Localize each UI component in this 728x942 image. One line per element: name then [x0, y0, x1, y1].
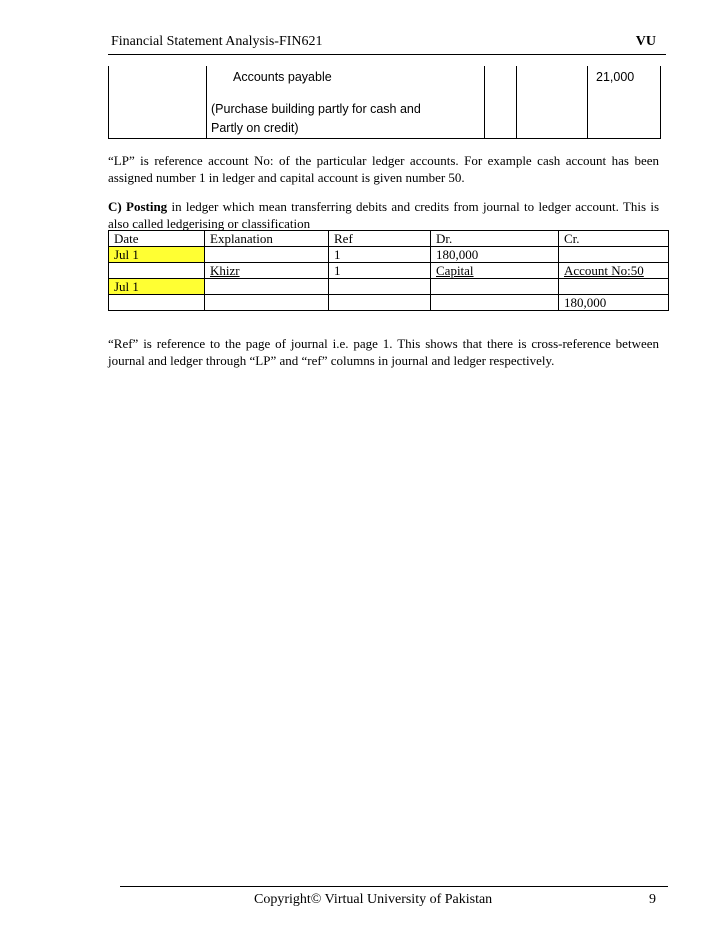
table-row	[109, 263, 669, 279]
ledger-cell: Capital	[431, 263, 559, 279]
ledger-table	[108, 230, 669, 311]
journal-amount: 21,000	[596, 70, 635, 84]
ledger-header: Ref	[329, 231, 431, 247]
table-row	[109, 295, 669, 311]
ledger-header-row	[109, 231, 669, 247]
journal-note: Partly on credit)	[211, 121, 299, 135]
page-number: 9	[649, 892, 656, 907]
ledger-cell	[431, 279, 559, 295]
ledger-cell: 1	[329, 263, 431, 279]
ledger-cell	[205, 247, 329, 263]
table-row	[109, 247, 669, 263]
document-title: Financial Statement Analysis-FIN621	[111, 34, 323, 49]
ledger-cell	[559, 247, 669, 263]
journal-divider	[516, 66, 517, 138]
ledger-cell: Jul 1	[109, 279, 205, 295]
ref-paragraph: “Ref” is reference to the page of journal i.e. page 1. This shows that there is cross-reference between journal and ledger through “LP” and “ref” columns in journal and ledger respectively.	[108, 336, 659, 368]
journal-account: Accounts payable	[233, 70, 332, 84]
page-header	[108, 34, 666, 55]
table-row	[109, 279, 669, 295]
ledger-cell	[329, 279, 431, 295]
ledger-cell: Jul 1	[109, 247, 205, 263]
posting-heading: C) Posting	[108, 199, 168, 214]
ledger-cell	[109, 295, 205, 311]
ledger-cell: 180,000	[431, 247, 559, 263]
journal-note: (Purchase building partly for cash and	[211, 102, 421, 116]
ledger-cell	[431, 295, 559, 311]
ledger-header: Cr.	[559, 231, 669, 247]
ledger-header: Explanation	[205, 231, 329, 247]
ledger-header: Date	[109, 231, 205, 247]
institution-abbrev: VU	[635, 34, 656, 49]
ledger-cell	[205, 279, 329, 295]
ledger-cell	[329, 295, 431, 311]
page-footer	[120, 886, 668, 907]
journal-divider	[484, 66, 485, 138]
copyright-text: Copyright© Virtual University of Pakistan	[254, 892, 493, 907]
journal-divider	[587, 66, 588, 138]
ledger-cell	[205, 295, 329, 311]
posting-text: in ledger which mean transferring debits and credits from journal to ledger account. This is also called ledgerising or classification	[108, 199, 659, 231]
ledger-header: Dr.	[431, 231, 559, 247]
lp-paragraph: “LP” is reference account No: of the particular ledger accounts. For example cash account has been assigned number 1 in ledger and capital account is given number 50.	[108, 153, 659, 185]
posting-paragraph	[108, 198, 659, 232]
ledger-cell: Account No:50	[559, 263, 669, 279]
ledger-cell: 1	[329, 247, 431, 263]
ledger-cell: 180,000	[559, 295, 669, 311]
ledger-cell: Khizr	[205, 263, 329, 279]
journal-fragment	[108, 66, 661, 139]
journal-divider	[206, 66, 207, 138]
ledger-cell	[559, 279, 669, 295]
ledger-cell	[109, 263, 205, 279]
